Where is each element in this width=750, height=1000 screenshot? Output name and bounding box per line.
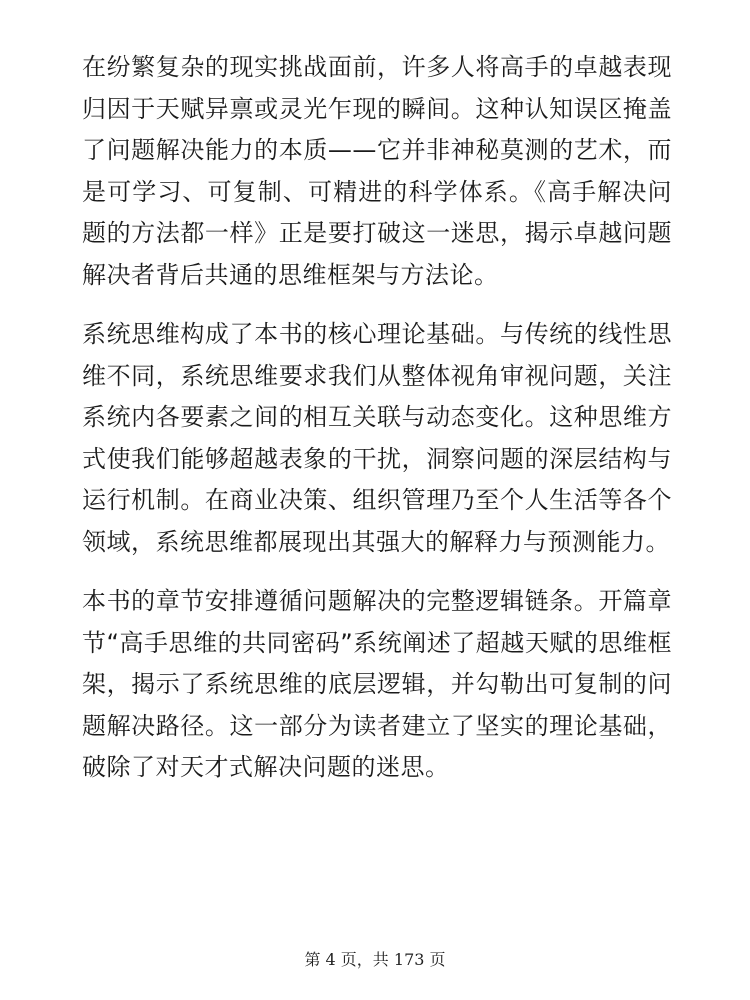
paragraph: 系统思维构成了本书的核心理论基础。与传统的线性思维不同，系统思维要求我们从整体视角审视问题，关注系统内各要素之间的相互关联与动态变化。这种思维方式使我们能够超越表象的干扰，洞察问题的深层结构与运行机制。在商业决策、组织管理乃至个人生活等各个领域，系统思维都展现出其强大的解释力与预测能力。	[82, 320, 672, 556]
page-number-footer: 第 4 页，共 173 页	[304, 950, 446, 969]
document-body	[82, 47, 672, 789]
paragraph: 在纷繁复杂的现实挑战面前，许多人将高手的卓越表现归因于天赋异禀或灵光乍现的瞬间。这种认知误区掩盖了问题解决能力的本质——它并非神秘莫测的艺术，而是可学习、可复制、可精进的科学体系。《高手解决问题的方法都一样》正是要打破这一迷思，揭示卓越问题解决者背后共通的思维框架与方法论。	[82, 53, 672, 289]
paragraph: 本书的章节安排遵循问题解决的完整逻辑链条。开篇章节“高手思维的共同密码”系统阐述了超越天赋的思维框架，揭示了系统思维的底层逻辑，并勾勒出可复制的问题解决路径。这一部分为读者建立了坚实的理论基础，破除了对天才式解决问题的迷思。	[82, 587, 672, 781]
